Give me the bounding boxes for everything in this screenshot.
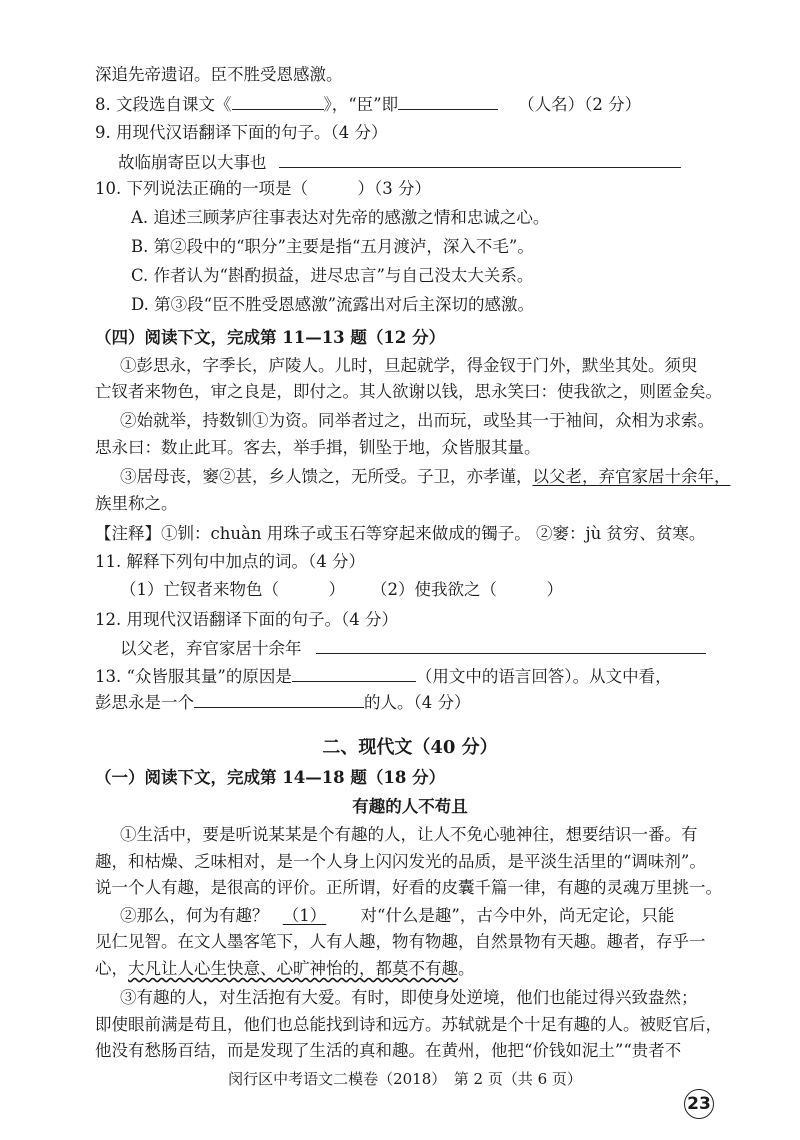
passage-p2-line1: ②始就举，持数钏①为资。同举者过之，出而玩，或坠其一于袖间，众相为求索。: [120, 411, 714, 430]
section-4-heading: （四）阅读下文，完成第 11—13 题（12 分）: [95, 328, 446, 347]
question-12-sentence: 以父老，弃官家居十余年: [120, 637, 706, 660]
passage-p1-line2: 亡钗者来物色，审之良是，即付之。其人欲谢以钱，思永笑曰：使我欲之，则匿金矣。: [95, 382, 722, 401]
q10-option-d: D. 第③段“臣不胜受恩感激”流露出对后主深切的感激。: [131, 295, 535, 314]
article-p1-line2: 趣，和枯燥、乏味相对，是一个人身上闪闪发光的品质，是平淡生活里的“调味剂”。: [95, 852, 706, 871]
q8-blank-title: [232, 93, 324, 110]
question-12-prompt: 12. 用现代汉语翻译下面的句子。（4 分）: [95, 610, 398, 629]
q13-blank-reason: [292, 665, 416, 682]
q11-item-2: （2）使我欲之（ ）: [371, 580, 563, 599]
article-p3-line1: ③有趣的人，对生活抱有大爱。有时，即使身处逆境，他们也能过得兴致盎然；: [120, 988, 698, 1007]
article-p3-line3: 他没有愁肠百结，而是发现了生活的真和趣。在黄州，他把“价钱如泥土”“贵者不: [95, 1041, 682, 1060]
question-9-prompt: 9. 用现代汉语翻译下面的句子。（4 分）: [95, 123, 388, 142]
section-2-sub-heading: （一）阅读下文，完成第 14—18 题（18 分）: [95, 768, 446, 787]
question-13-line1: 13. “众皆服其量”的原因是 （用文中的语言回答）。从文中看，: [95, 667, 672, 686]
article-p2-line2: 见仁见智。在文人墨客笔下，人有人趣，物有物趣，自然景物有天趣。趣者，存乎一: [95, 932, 706, 951]
question-13-line2: 彭思永是一个 的人。（4 分）: [95, 693, 471, 712]
underlined-sentence: 以父老，弃官家居十余年，: [532, 467, 731, 486]
page-number-badge: 23: [684, 1089, 714, 1119]
q13-blank-character: [194, 691, 364, 708]
passage-p3-line2: 族里称之。: [95, 494, 178, 513]
question-10-prompt: 10. 下列说法正确的一项是（ ）（3 分）: [95, 179, 431, 198]
article-title: 有趣的人不苟且: [352, 797, 468, 816]
article-p1-line1: ①生活中，要是听说某某是个有趣的人，让人不免心驰神往，想要结识一番。有: [120, 825, 698, 844]
question-8: 8. 文段选自课文《 》，“臣”即 （人名）（2 分）: [95, 95, 642, 114]
blank-1: （1）: [282, 906, 327, 925]
article-p2-line1: ②那么，何为有趣？ （1） 对“什么是趣”，古今中外，尚无定论，只能: [120, 906, 675, 925]
article-p2-line3: 心，大凡让人心生快意、心旷神怡的，都莫不有趣。: [95, 959, 475, 978]
q10-option-b: B. 第②段中的“职分”主要是指“五月渡泸，深入不毛”。: [131, 237, 534, 256]
question-11-prompt: 11. 解释下列句中加点的词。（4 分）: [95, 552, 365, 571]
passage-p1-line1: ①彭思永，字季长，庐陵人。儿时，旦起就学，得金钗于门外，默坐其处。须臾: [120, 356, 698, 375]
section-2-heading: 二、现代文（40 分）: [322, 737, 498, 758]
passage-tail: 深追先帝遗诏。臣不胜受恩感激。: [95, 65, 343, 84]
q12-answer-line: [316, 637, 706, 654]
q10-option-c: C. 作者认为“斟酌损益，进尽忠言”与自己没太大关系。: [131, 266, 534, 285]
q11-item-1: （1）亡钗者来物色（ ）: [120, 580, 345, 599]
q9-answer-line: [279, 151, 681, 168]
question-11-items: [120, 579, 563, 601]
article-p3-line2: 即使眼前满是苟且，他们也总能找到诗和远方。苏轼就是个十足有趣的人。被贬官后，: [95, 1015, 722, 1034]
passage-p3-line1: ③居母丧，窭②甚，乡人馈之，无所受。子卫，亦孝谨，以父老，弃官家居十余年，: [120, 467, 731, 486]
q10-option-a: A. 追述三顾茅庐往事表达对先帝的感激之情和忠诚之心。: [131, 208, 550, 227]
article-p1-line3: 说一个人有趣，是很高的评价。正所谓，好看的皮囊千篇一律，有趣的灵魂万里挑一。: [95, 878, 722, 897]
question-9-sentence: 故临崩寄臣以大事也: [118, 151, 681, 174]
annotation-note: 【注释】①钏：chuàn 用珠子或玉石等穿起来做成的镯子。 ②窭：jù 贫穷、贫寒。: [95, 524, 706, 543]
passage-p2-line2: 思永曰：数止此耳。客去，举手揖，钏坠于地，众皆服其量。: [95, 438, 541, 457]
wavy-underlined-sentence: 大凡让人心生快意、心旷神怡的，都莫不有趣: [128, 959, 458, 978]
q8-blank-name: [398, 93, 498, 110]
page-footer: 闵行区中考语文二模卷（2018） 第 2 页（共 6 页）: [228, 1070, 582, 1088]
